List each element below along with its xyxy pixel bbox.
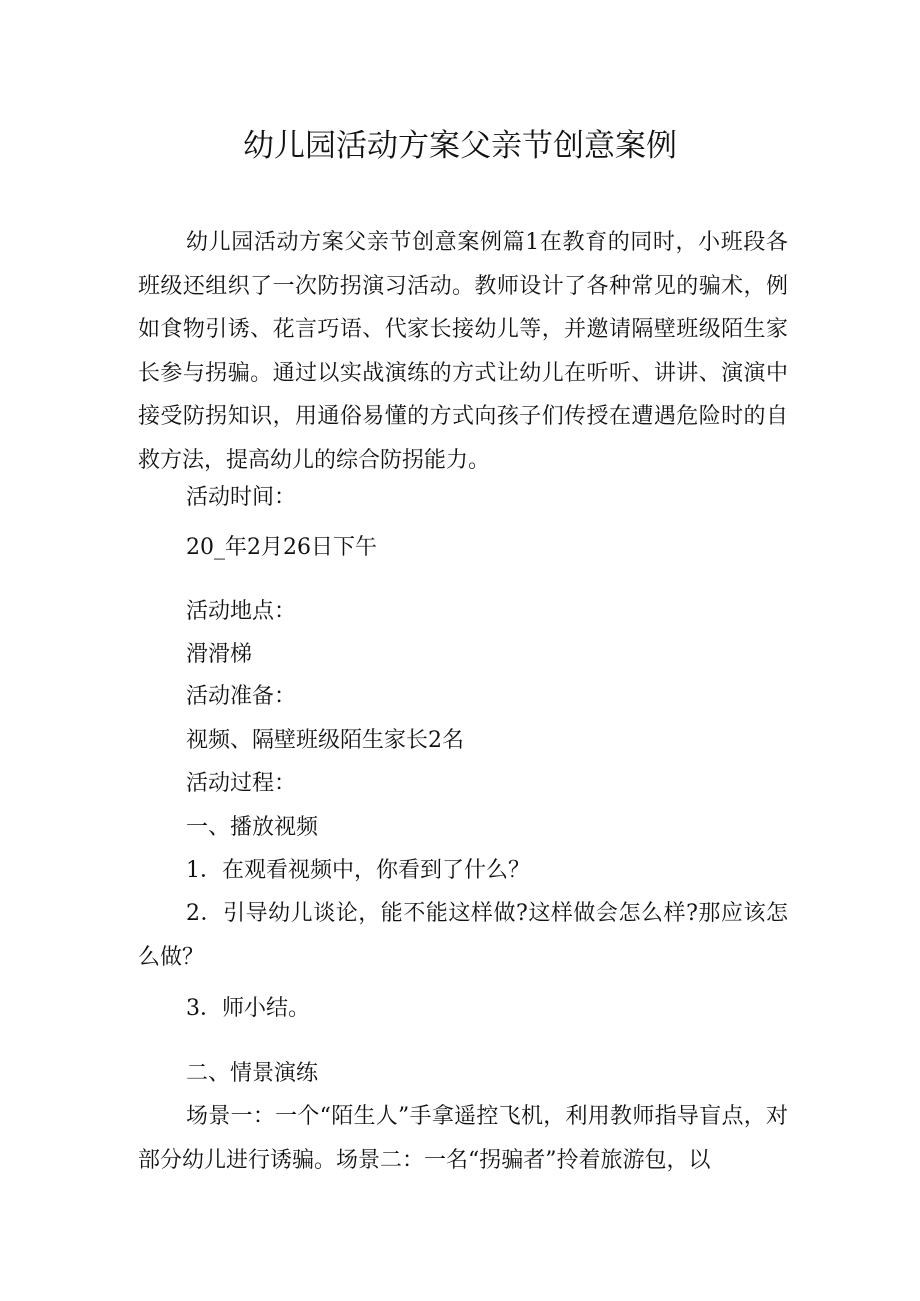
place-value: 滑滑梯 [186, 642, 253, 667]
step-1: 1．在观看视频中，你看到了什么？ [186, 858, 530, 883]
section-heading-2: 二、情景演练 [186, 1061, 319, 1086]
step-2: 2．引导幼儿谈论，能不能这样做?这样做会怎么样?那应该怎么做？ [138, 901, 788, 970]
document-title: 幼儿园活动方案父亲节创意案例 [243, 128, 677, 164]
time-label: 活动时间： [186, 485, 297, 510]
prep-label: 活动准备： [186, 684, 297, 709]
step-3: 3．师小结。 [186, 996, 310, 1021]
time-value: 20_年2月26日下午 [186, 535, 377, 560]
process-label: 活动过程： [186, 771, 297, 796]
scene-paragraph: 场景一：一个“陌生人”手拿遥控飞机，利用教师指导盲点，对部分幼儿进行诱骗。场景二：一名“拐骗者”拎着旅游包，以 [138, 1104, 788, 1173]
prep-value: 视频、隔壁班级陌生家长2名 [186, 728, 464, 753]
intro-paragraph: 幼儿园活动方案父亲节创意案例篇1在教育的同时，小班段各班级还组织了一次防拐演习活动。教师设计了各种常见的骗术，例如食物引诱、花言巧语、代家长接幼儿等，并邀请隔壁班级陌生家长参与拐骗。通过以实战演练的方式让幼儿在听听、讲讲、演演中接受防拐知识，用通俗易懂的方式向孩子们传授在遭遇危险时的自救方法，提高幼儿的综合防拐能力。 [138, 230, 788, 473]
section-heading-1: 一、播放视频 [186, 815, 319, 840]
place-label: 活动地点： [186, 599, 297, 624]
